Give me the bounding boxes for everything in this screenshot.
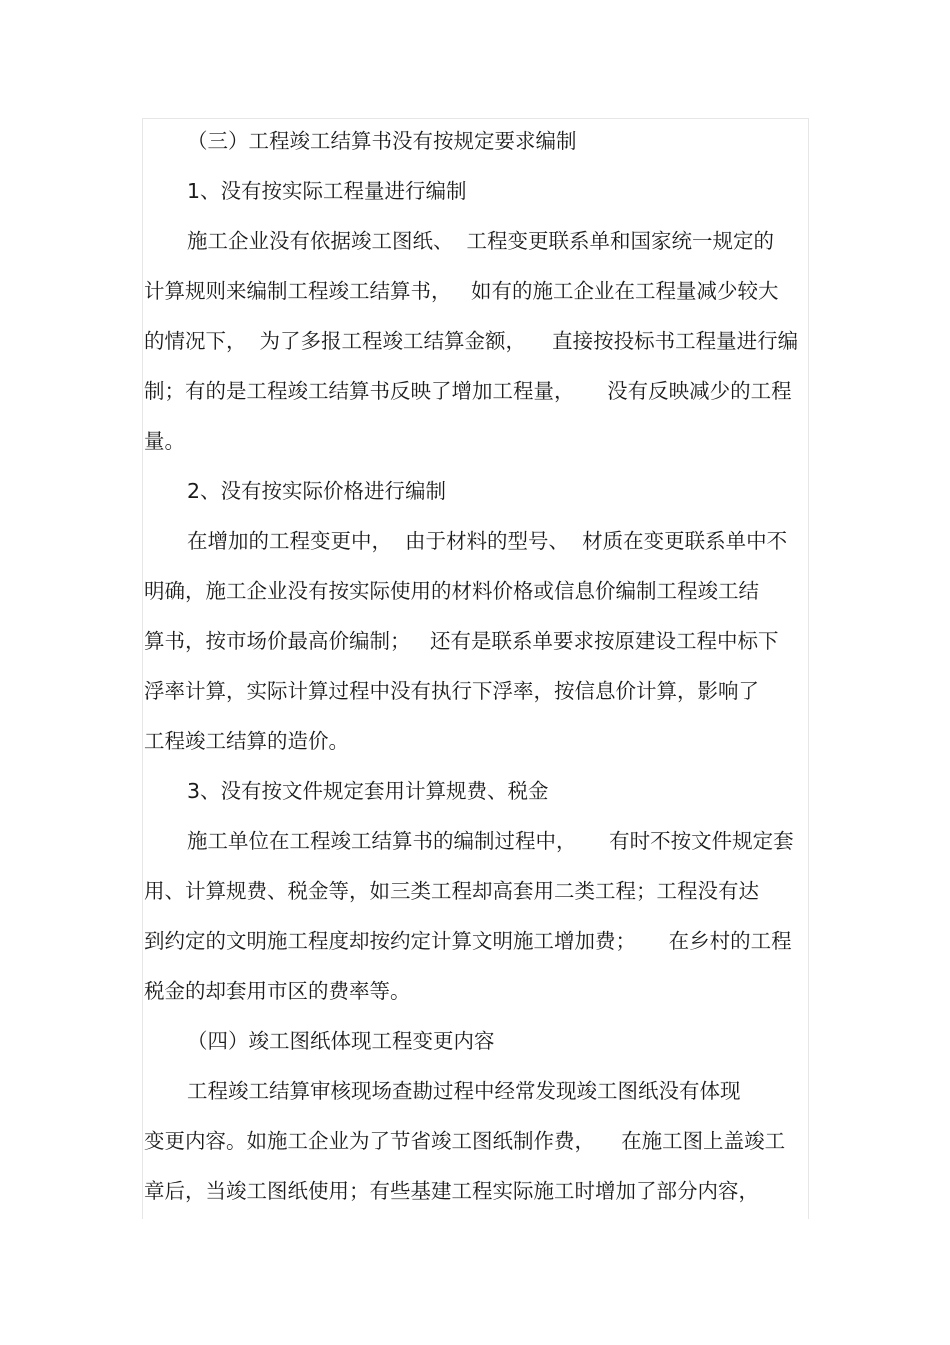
paragraph-line: 算书，按市场价最高价编制； 还有是联系单要求按原建设工程中标下 — [144, 629, 779, 653]
paragraph-line: 计算规则来编制工程竣工结算书， 如有的施工企业在工程量减少较大 — [144, 279, 779, 303]
paragraph-line: 工程竣工结算审核现场查勘过程中经常发现竣工图纸没有体现 — [187, 1079, 741, 1103]
subheading-3: 3、没有按文件规定套用计算规费、税金 — [187, 779, 549, 803]
paragraph-line: 浮率计算，实际计算过程中没有执行下浮率，按信息价计算，影响了 — [144, 679, 759, 703]
paragraph-line: 施工单位在工程竣工结算书的编制过程中， 有时不按文件规定套 — [187, 829, 794, 853]
paragraph-line: 工程竣工结算的造价。 — [144, 729, 349, 753]
paragraph-line: 制；有的是工程竣工结算书反映了增加工程量， 没有反映减少的工程 — [144, 379, 792, 403]
paragraph-line: 在增加的工程变更中， 由于材料的型号、 材质在变更联系单中不 — [187, 529, 788, 553]
paragraph-line: 施工企业没有依据竣工图纸、 工程变更联系单和国家统一规定的 — [187, 229, 775, 253]
paragraph-line: 量。 — [144, 429, 185, 453]
section-heading-four: （四）竣工图纸体现工程变更内容 — [187, 1029, 495, 1053]
paragraph-line: 到约定的文明施工程度却按约定计算文明施工增加费； 在乡村的工程 — [144, 929, 792, 953]
paragraph-line: 明确，施工企业没有按实际使用的材料价格或信息价编制工程竣工结 — [144, 579, 759, 603]
subheading-1: 1、没有按实际工程量进行编制 — [187, 179, 467, 203]
section-heading-three: （三）工程竣工结算书没有按规定要求编制 — [187, 129, 577, 153]
subheading-2: 2、没有按实际价格进行编制 — [187, 479, 447, 503]
paragraph-line: 税金的却套用市区的费率等。 — [144, 979, 411, 1003]
paragraph-line: 变更内容。如施工企业为了节省竣工图纸制作费， 在施工图上盖竣工 — [144, 1129, 786, 1153]
paragraph-line: 用、计算规费、税金等，如三类工程却高套用二类工程；工程没有达 — [144, 879, 759, 903]
paragraph-line: 的情况下， 为了多报工程竣工结算金额， 直接按投标书工程量进行编 — [144, 329, 799, 353]
paragraph-line: 章后，当竣工图纸使用；有些基建工程实际施工时增加了部分内容， — [144, 1179, 759, 1203]
